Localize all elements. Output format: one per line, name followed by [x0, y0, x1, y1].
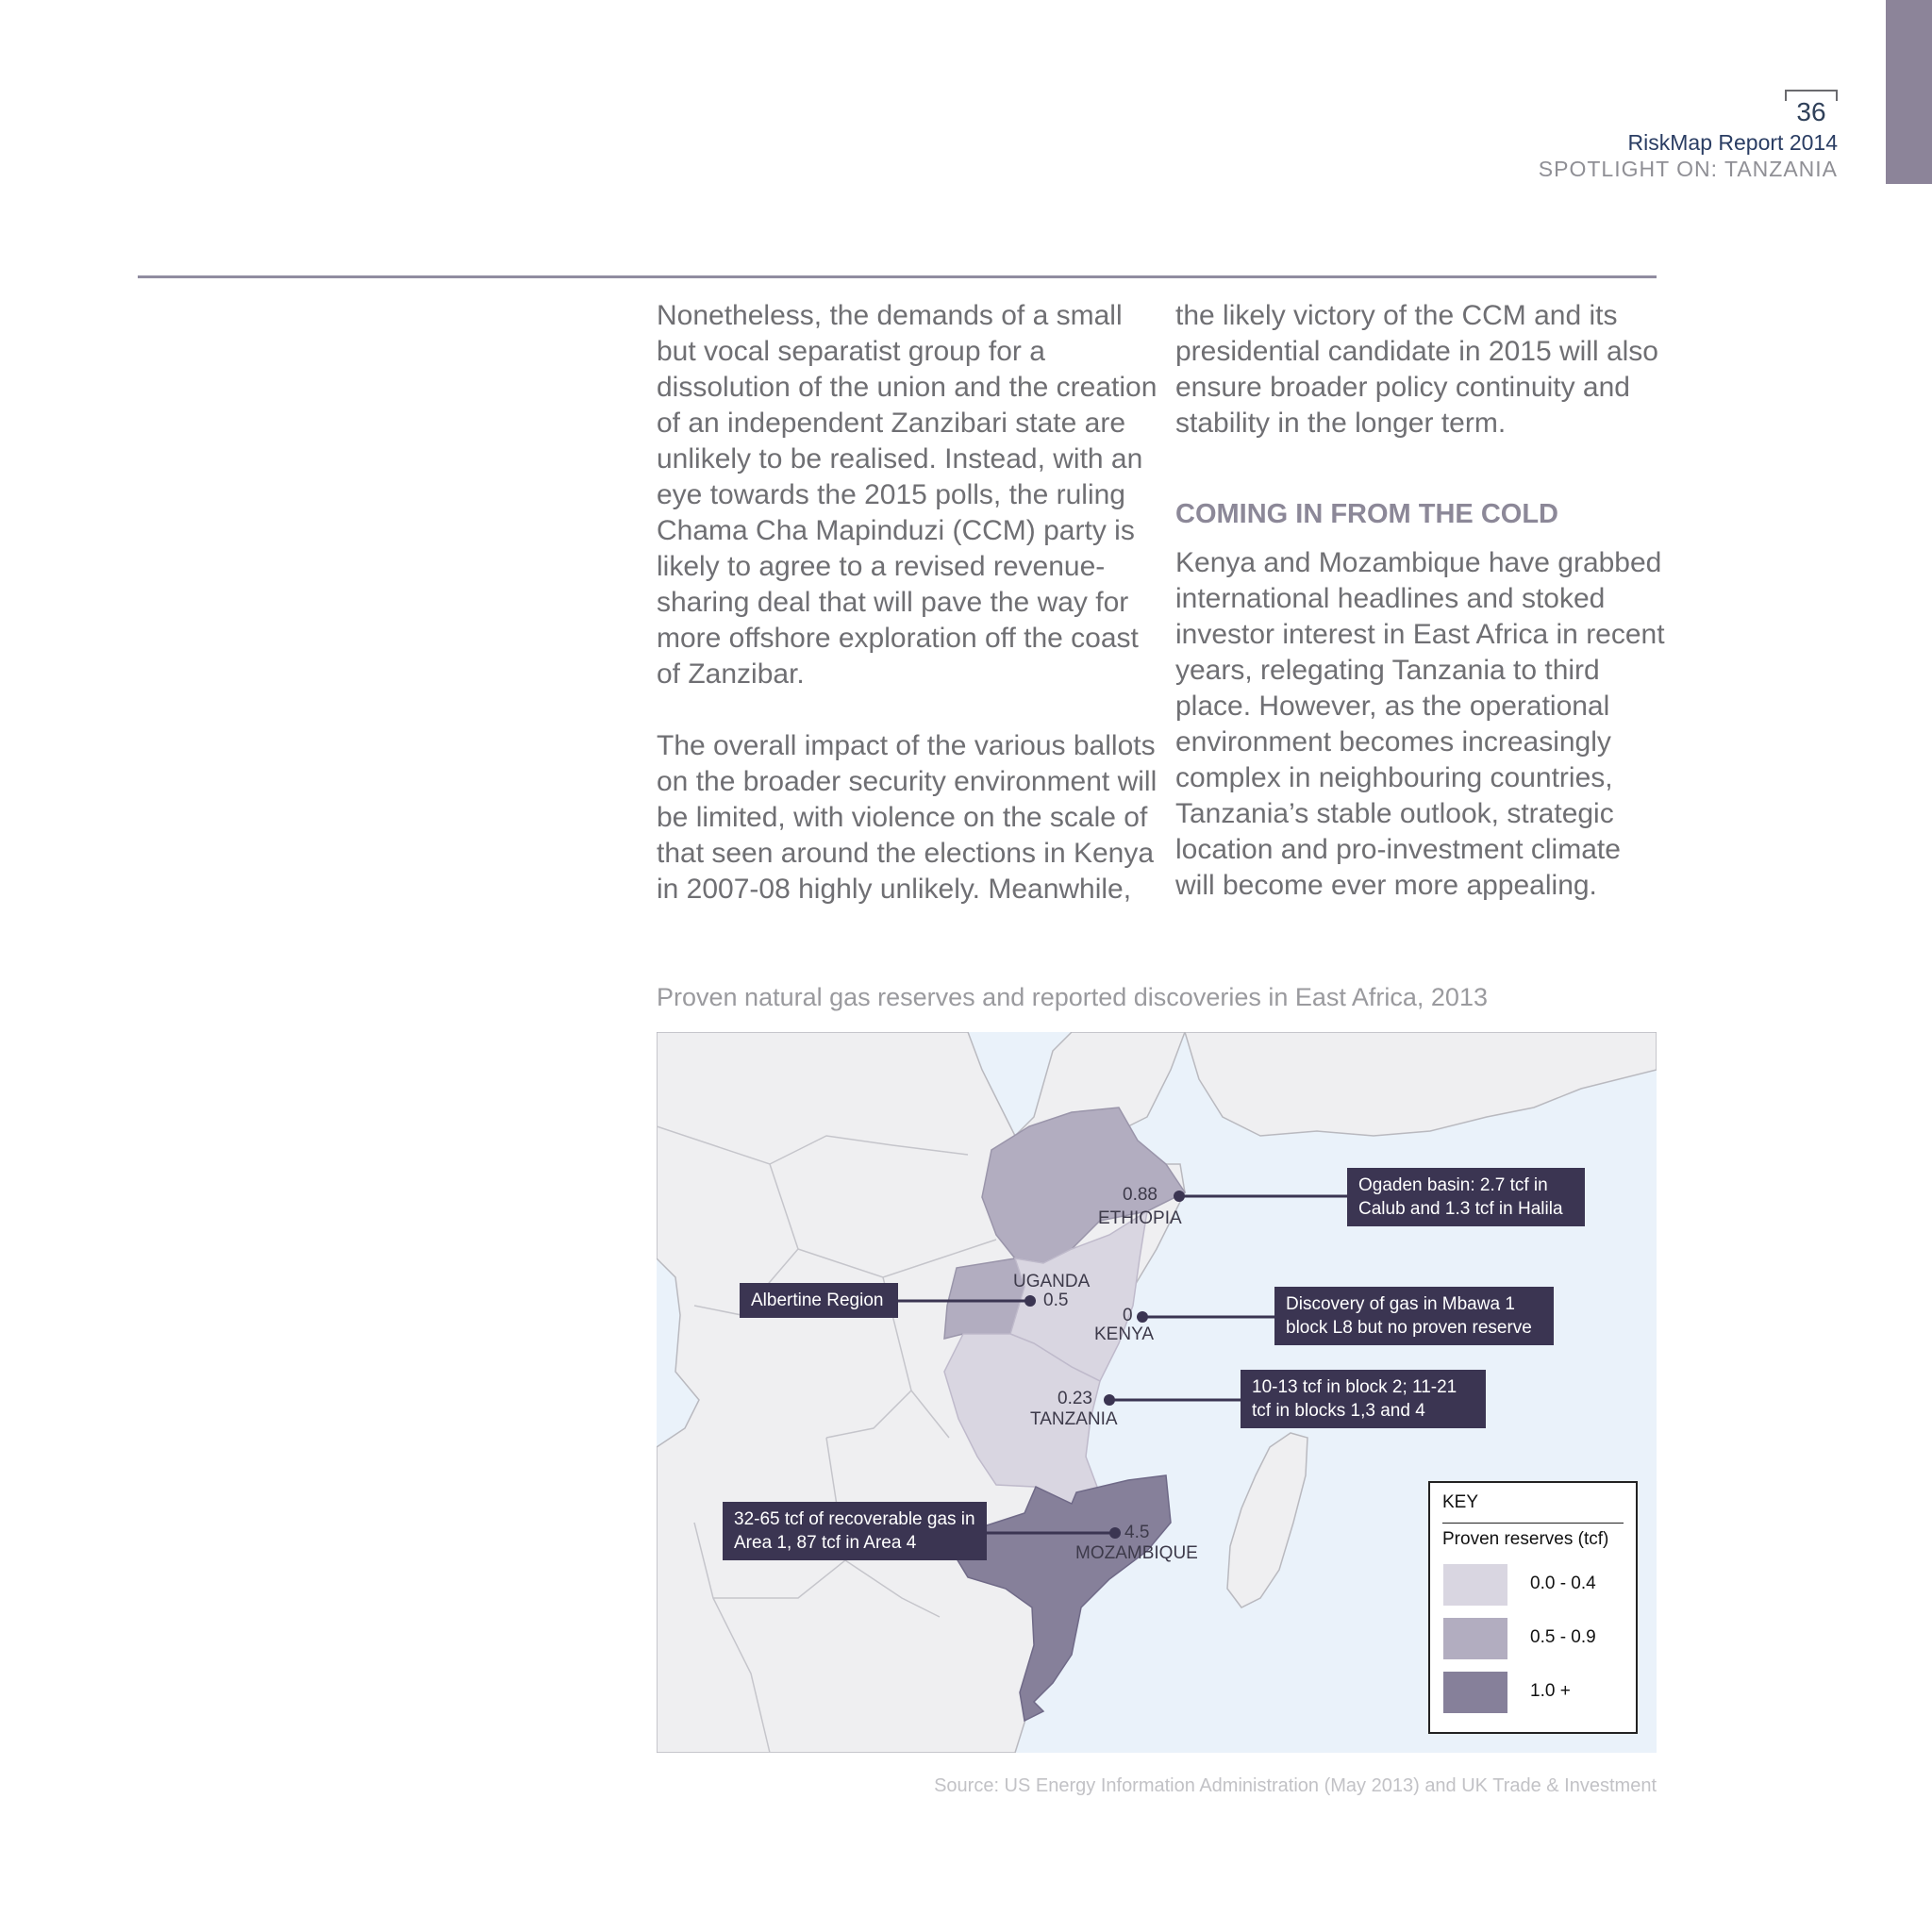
legend-swatch-low: [1443, 1564, 1507, 1606]
map-title: Proven natural gas reserves and reported discoveries in East Africa, 2013: [657, 983, 1488, 1011]
legend-label-low: 0.0 - 0.4: [1530, 1574, 1596, 1593]
kenya-value: 0: [1123, 1306, 1133, 1325]
uganda-label: UGANDA: [1013, 1272, 1091, 1291]
legend-swatch-mid: [1443, 1618, 1507, 1659]
report-title: RiskMap Report 2014: [1627, 130, 1838, 155]
ethiopia-label: ETHIOPIA: [1098, 1208, 1182, 1228]
callout-tanzania-blocks: 10-13 tcf in block 2; 11-21 tcf in blocks 1,3 and 4: [1241, 1370, 1486, 1428]
page-number: 36: [1796, 97, 1826, 126]
header-divider: [138, 275, 1657, 278]
body-paragraph: Nonetheless, the demands of a small but vocal separatist group for a dissolution of the union and the creation of an independent Zanzibari state are unlikely to be realised. Instead, with an eye towards the 2015 polls, the ruling Chama Cha Mapinduzi (CCM) party is likely to agree to a revised revenue-sharing deal that will pave the way for more offshore exploration off the coast of Zanzibar.: [657, 300, 1158, 690]
callout-albertine: Albertine Region: [740, 1283, 898, 1318]
right-column: [1175, 298, 1666, 904]
ethiopia-marker: [1174, 1191, 1185, 1202]
legend-label-mid: 0.5 - 0.9: [1530, 1627, 1596, 1647]
page-tab-marker: [1886, 0, 1932, 184]
east-africa-map: [657, 1032, 1657, 1753]
mozambique-value: 4.5: [1124, 1523, 1150, 1542]
legend-swatch-high: [1443, 1672, 1507, 1713]
callout-ogaden: Ogaden basin: 2.7 tcf in Calub and 1.3 tcf in Halila: [1347, 1168, 1585, 1226]
page-number-bracket: [1785, 90, 1838, 124]
report-section: SPOTLIGHT ON: TANZANIA: [1538, 157, 1838, 181]
uganda-value: 0.5: [1043, 1291, 1069, 1310]
ethiopia-value: 0.88: [1123, 1185, 1158, 1205]
tanzania-label: TANZANIA: [1030, 1409, 1118, 1429]
uganda-marker: [1024, 1295, 1036, 1307]
kenya-label: KENYA: [1094, 1324, 1155, 1344]
body-paragraph: the likely victory of the CCM and its presidential candidate in 2015 will also ensure broader policy continuity and stability in the longer term.: [1175, 300, 1658, 439]
section-heading: COMING IN FROM THE COLD: [1175, 499, 1558, 529]
legend-label-high: 1.0 +: [1530, 1681, 1571, 1701]
body-paragraph: Kenya and Mozambique have grabbed international headlines and stoked investor interest in East Africa in recent years, relegating Tanzania to third place. However, as the operational environment becomes increasingly complex in neighbouring countries, Tanzania’s stable outlook, strategic location and pro-investment climate will become ever more appealing.: [1175, 547, 1665, 901]
map-source: Source: US Energy Information Administration (May 2013) and UK Trade & Investment: [934, 1775, 1657, 1796]
arabia-land: [1185, 1032, 1657, 1136]
kenya-marker: [1137, 1311, 1148, 1323]
left-column: [657, 298, 1166, 908]
mozambique-label: MOZAMBIQUE: [1075, 1543, 1198, 1563]
legend-subtitle: Proven reserves (tcf): [1442, 1529, 1609, 1549]
body-paragraph: The overall impact of the various ballots on the broader security environment will be limited, with violence on the scale of that seen around the elections in Kenya in 2007-08 highly unlikely. Meanwhile,: [657, 730, 1158, 905]
madagascar-land: [1227, 1433, 1307, 1607]
callout-mozambique-areas: 32-65 tcf of recoverable gas in Area 1, 87 tcf in Area 4: [723, 1502, 987, 1560]
tanzania-value: 0.23: [1058, 1389, 1092, 1408]
map-legend: [1428, 1481, 1638, 1734]
tanzania-marker: [1104, 1394, 1115, 1406]
mozambique-marker: [1109, 1527, 1121, 1539]
legend-title: KEY: [1442, 1492, 1479, 1512]
callout-mbawa: Discovery of gas in Mbawa 1 block L8 but no proven reserve: [1274, 1287, 1554, 1345]
